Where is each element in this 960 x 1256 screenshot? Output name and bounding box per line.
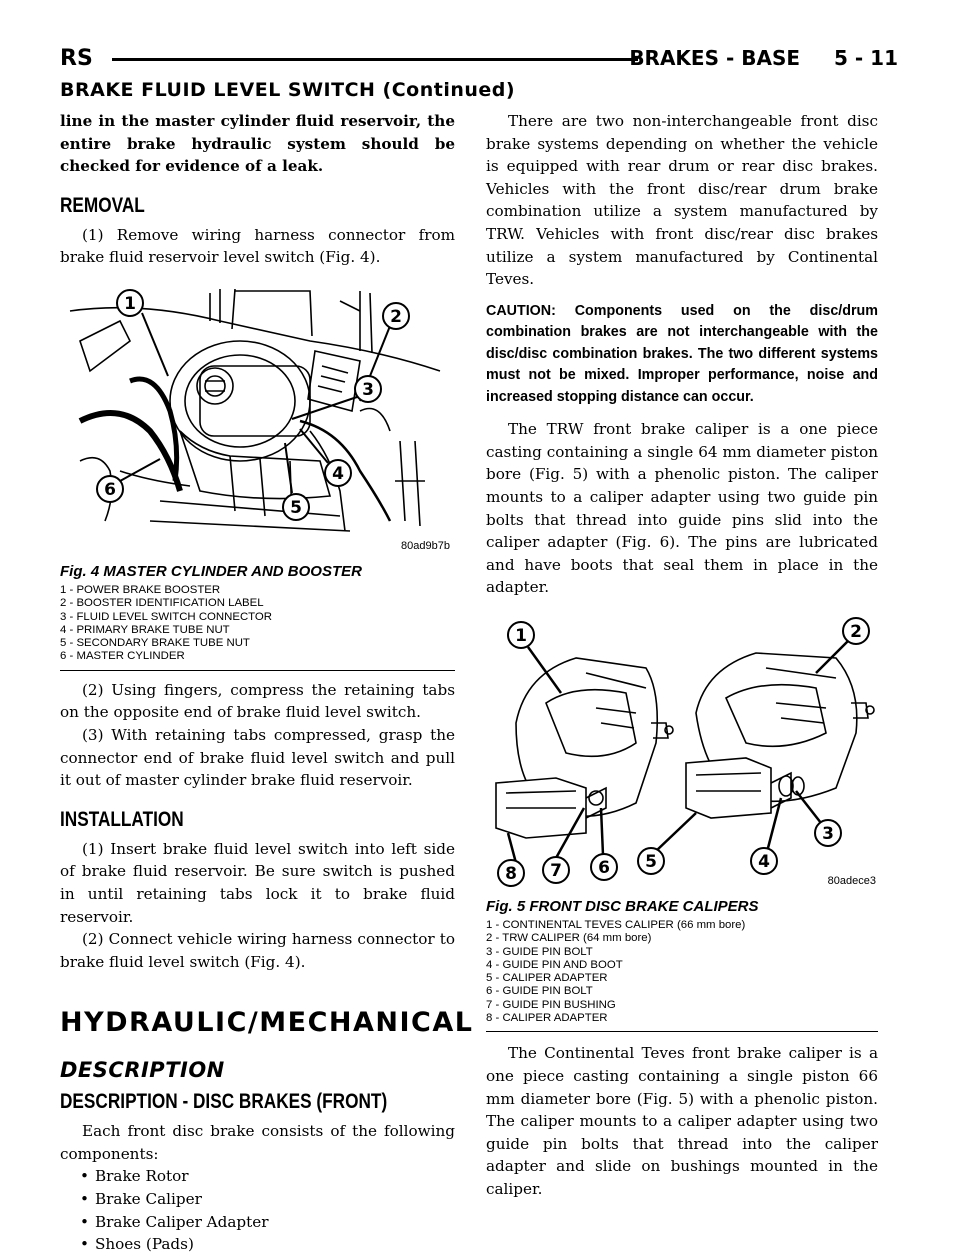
legend-item: 3 - FLUID LEVEL SWITCH CONNECTOR — [60, 610, 273, 623]
figure-5 — [486, 613, 878, 888]
header-right — [629, 46, 898, 70]
svg-text:2: 2 — [390, 306, 402, 327]
callout-7 — [543, 857, 569, 883]
systems-paragraph: There are two non-interchangeable front disc brake systems depending on whether the vehicle is equipped with rear drum or rear disc brakes. Vehicles with the front disc/rear drum brake combination utilize a system manufactured by TRW. Vehicles with front disc/rear disc brakes utilize a system manufactured by Continental Teves. — [486, 112, 878, 289]
calipers-illustration — [486, 613, 878, 888]
legend-item: 1 - CONTINENTAL TEVES CALIPER (66 mm bore) — [486, 919, 746, 931]
svg-text:3: 3 — [362, 379, 374, 400]
svg-text:6: 6 — [104, 479, 116, 500]
description-heading: DESCRIPTION — [60, 1058, 225, 1083]
master-cylinder-illustration — [60, 281, 455, 553]
list-item: • Brake Rotor — [80, 1165, 455, 1188]
legend-item: 1 - POWER BRAKE BOOSTER — [60, 583, 221, 596]
svg-text:4: 4 — [758, 852, 770, 872]
legend-item: 6 - MASTER CYLINDER — [60, 650, 185, 663]
svg-text:8: 8 — [505, 864, 517, 884]
installation-heading: INSTALLATION — [60, 807, 184, 831]
legend-item: 6 - GUIDE PIN BOLT — [486, 985, 593, 998]
legend-item: 4 - GUIDE PIN AND BOOT — [486, 958, 623, 971]
list-item: • Brake Caliper — [80, 1188, 455, 1211]
callout-4 — [325, 460, 351, 486]
figure-5-caption: Fig. 5 FRONT DISC BRAKE CALIPERS — [486, 898, 759, 915]
callout-1 — [508, 622, 534, 648]
page-header — [60, 40, 898, 74]
callout-2 — [383, 303, 409, 329]
legend-item: 3 - GUIDE PIN BOLT — [486, 945, 593, 958]
disc-brakes-heading: DESCRIPTION - DISC BRAKES (FRONT) — [60, 1090, 388, 1114]
disc-intro: Each front disc brake consists of the following components: — [60, 1122, 455, 1163]
section-title: BRAKES - BASE — [629, 46, 801, 70]
install-step-2: (2) Connect vehicle wiring harness connector to brake fluid level switch (Fig. 4). — [60, 930, 455, 971]
figure-4-caption: Fig. 4 MASTER CYLINDER AND BOOSTER — [60, 562, 362, 580]
callout-5 — [638, 848, 664, 874]
legend-item: 5 - CALIPER ADAPTER — [486, 972, 608, 985]
component-list — [60, 1165, 455, 1255]
removal-step-3: (3) With retaining tabs compressed, grasp the connector end of brake fluid level switch and pull it out of master cylinder brake fluid reservoir. — [60, 725, 455, 790]
teves-paragraph: The Continental Teves front brake caliper is a one piece casting containing a single piston 66 mm diameter bore (Fig. 5) with a phenolic piston. The caliper mounts to a caliper adapter using two guide pin bolts that thread into the caliper adapter and slide on bushings mounted in the caliper. — [486, 1044, 878, 1198]
page-number: 5 - 11 — [834, 46, 898, 70]
legend-item: 5 - SECONDARY BRAKE TUBE NUT — [60, 637, 250, 650]
figure-4-code: 80ad9b7b — [401, 539, 450, 552]
figure-4 — [60, 281, 455, 553]
list-item: • Shoes (Pads) — [80, 1233, 455, 1256]
svg-text:5: 5 — [645, 852, 657, 872]
legend-item: 2 - BOOSTER IDENTIFICATION LABEL — [60, 597, 264, 610]
legend-item: 4 - PRIMARY BRAKE TUBE NUT — [60, 623, 230, 636]
install-step-1: (1) Insert brake fluid level switch into left side of brake fluid reservoir. Be sure switch is pushed in until retaining tabs lock it to brake fluid reservoir. — [60, 839, 455, 926]
svg-text:5: 5 — [290, 497, 302, 518]
callout-2 — [843, 618, 869, 644]
trw-paragraph: The TRW front brake caliper is a one piece casting containing a single 64 mm diameter piston bore (Fig. 5) with a phenolic piston. The caliper mounts to a caliper adapter using two guide pin bolts that thread into guide pins slid into the caliper adapter (Fig. 6). The pins are lubricated and have boots that seal them in place in the adapter. — [486, 420, 878, 597]
svg-text:1: 1 — [515, 626, 527, 646]
manual-code: RS — [60, 46, 93, 71]
figure-5-legend — [486, 919, 878, 1032]
svg-text:4: 4 — [332, 463, 344, 484]
svg-text:2: 2 — [850, 622, 862, 642]
legend-item: 7 - GUIDE PIN BUSHING — [486, 998, 616, 1011]
callout-6 — [591, 854, 617, 880]
left-column — [60, 110, 474, 1256]
svg-text:1: 1 — [124, 293, 136, 314]
callout-4 — [751, 848, 777, 874]
caution-note: CAUTION: Components used on the disc/drum combination brakes are not interchangeable with the disc/disc combination brakes. The two different systems must not be mixed. Improper performance, noise and increased stopping distance can occur. — [486, 302, 878, 405]
callout-3 — [355, 376, 381, 402]
right-column — [486, 110, 878, 1201]
intro-paragraph: line in the master cylinder fluid reservoir, the entire brake hydraulic system should be checked for evidence of a leak. — [60, 112, 455, 176]
callout-8 — [498, 860, 524, 886]
callout-5 — [283, 494, 309, 520]
callout-1 — [117, 290, 143, 316]
callout-6 — [97, 476, 123, 502]
figure-5-code: 80adece3 — [827, 875, 876, 887]
legend-item: 8 - CALIPER ADAPTER — [486, 1012, 608, 1025]
list-item: • Brake Caliper Adapter — [80, 1211, 455, 1234]
removal-step-2: (2) Using fingers, compress the retaining tabs on the opposite end of brake fluid level switch. — [60, 680, 455, 722]
callout-3 — [815, 820, 841, 846]
svg-text:7: 7 — [550, 861, 562, 881]
header-rule — [112, 58, 638, 61]
svg-text:6: 6 — [598, 858, 610, 878]
svg-text:3: 3 — [822, 824, 834, 844]
continued-title: BRAKE FLUID LEVEL SWITCH (Continued) — [60, 79, 516, 101]
hydraulic-heading: HYDRAULIC/MECHANICAL — [60, 1007, 474, 1039]
removal-heading: REMOVAL — [60, 193, 145, 217]
figure-4-legend — [60, 584, 455, 671]
legend-item: 2 - TRW CALIPER (64 mm bore) — [486, 932, 652, 945]
removal-step-1: (1) Remove wiring harness connector from brake fluid reservoir level switch (Fig. 4). — [60, 225, 455, 267]
